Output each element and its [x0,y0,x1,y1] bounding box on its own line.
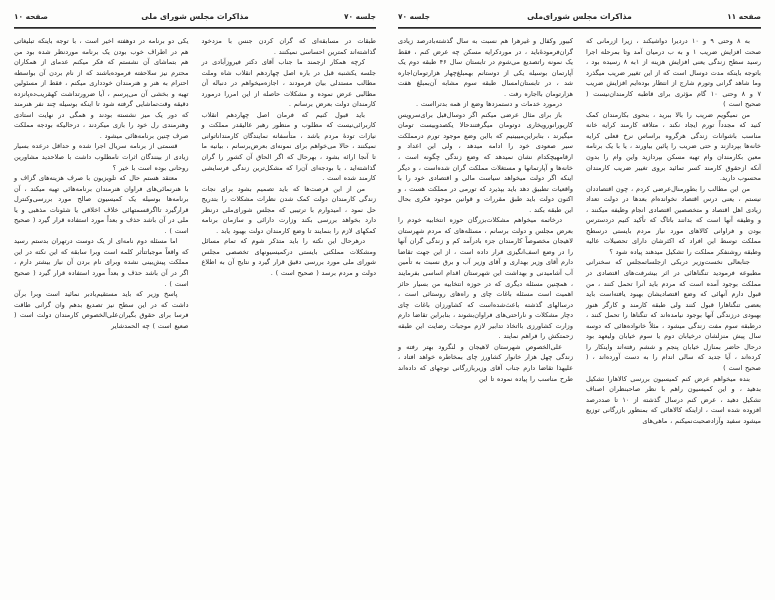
paragraph: یکی دو برنامه در دوهفته اخیر است ، با توجه باینکه تبلیغاتی هم در اطراف خوب بودن یک برنامه موردنظر شده بود من هم بتماشای آن نشستم که فکر میکنم عدمای از همکاران محترم نیز سلاحفته فرموده‌باشند که از نام بردن آن بواسطه احترام به هنر و هنرمندان خودداری میکنم ، فقط از مسئولین تهیه و بخشی آن می‌پرسم ، آیا ضرورتداشت کهقریب‌ده‌پانزده دقیقه وقت‌تماشایی گرفته شود تا اینکه بوسیله چند نفر هنرمند که دور یک میز نشسته بودند و همگی در نهایت استادی وهنرمندی رل خود را بازی میکردند ، درحالیکه بودجه مملکت صرف چنین برنامه‌هائی میشود . [14,37,189,140]
header-rule-right [14,27,376,29]
page-number-left: صفحه ۱۱ [727,12,761,21]
document-title-left: مذاکرات مجلس شورای‌ملی [527,12,632,21]
paragraph: اما مسئله دوم نامه‌ای از یک دوست درتهران بدستم رسید که واقعاً موجباتتأثر کلمه است وبرا سابقه که این نکته در این مملکت پیش‌بینی نشده وبرای نام بردن آن نیاز بیشتر دارم ، اگر در آن باشد حذف و بعداً مورد استفاده قرار گیرد ( صحیح است ) . [14,237,189,288]
document-title-right: مذاکرات مجلس شورای ملی [141,12,249,21]
paragraph: درهرحال این نکته را باید متذکر شوم که تمام مسائل ومشکلات مملکتی بایستی درکمیسیونهای تخصصی مجلس شورای ملی مورد بررسی دقیق قرار گیرد و نتایج آن به اطلاع دولت و مردم برسد ( صحیح است ) . [201,237,376,278]
paragraph: جنابعالی نخست‌وزیر دربکی ازجلساتمجلس که سخنرانی مطبوعه فرمودید تنگناهائی در اثر بیشرفت‌های اقتصادی در مملکت بوجود آمده است که مردم باید آنرا تحمل کنند ، من قبول دارم آنهائی که وضع اقتصادیشان بهبود یافته‌است باید بعضی تنگناهارا قبول کنند ولی طبقه کارمند و کارگر هنوز بهبودی درزندگی آنها بوجود نیامده‌اند که تنگناها را تحمل کنند ، درطبقه سوم مفت زندگی میشود ، مثلاً خانواده‌هائی که دوسه سال پیش منزلشان درخیابان دوم یا سوم خیابان ولیعهد بود درحال حاضر بمنازل خیابان پنجم و ششم رفته‌اند واینکار را کرده‌اند ، آیا جدید که سالی اندام را به دست آورده‌اند ، ( صحیح است ) [586,258,761,372]
paragraph: طبقات در مسابقه‌ای که گران کردن جنس با مزدخود گذاشته‌اند کمترین احساسی نمیکنند . [201,37,376,56]
paragraph: بنده میخواهم عرض کنم کمیسیون بررسی کالاهارا تشکیل بدهید ، و این کمیسیون راهم با نظر صاحبنظران اصناف تشکیل دهید ، عرض کنم درسال گذشته از ۱۰ تا صددرصد افزوده شده است ، ازاینکه کالاهائی که بمنظور بازرگانی توزیع میشود سفید وآزادصحبت‌نمیکنم ، ماهی‌های [586,374,761,425]
paragraph: معتقد هستم حال که تلویزیون با صرف هزینه‌های گزاف و با هنرنمائی‌های فراوان هنرمندان برنامه‌هائی تهیه میکند ، آن برنامه‌ها بوسیله یک کمیسیون صالح مورد بررسی‌وکنترل قرارگیرد تااگرقسمتهائی خلاف اخلاقی یا شئونات مذهبی و یا ملی در آن باشد حذف و بعداً مورد استفاده قرار گیرد ( صحیح است ) . [14,174,189,235]
paragraph: درخاتمه میخواهم مشکلات‌بزرگان حوزه انتخابیه خودم را بعرض مجلس و دولت برسانم ، مسئله‌های که مردم شهرستان لاهیجان مخصوصاً کارمندان جزء بادرآمد کم و زندگی گران آنها را در وضع اسف‌انگیزی قرار داده است ، از این جهت تقاضا دارم آقای وزیر بهداری و آقای وزیر آب و برق نسبت به تأمین آب آشامیدنی و بهداشت این شهرستان اقدام اساسی بفرمایند ، همچنین مسئله دیگری که در حوزه انتخابیه من بسیار حائز اهمیت است مسئله باغات چای و راه‌های روستائی است ، درسالهای گذشته باعث‌شده‌است که کشاورزان باغات چای دچار مشکلات و ناراحتی‌های فراوان‌بشوند ، بنابراین تقاضا دارم وزارت کشاورزی بااتخاذ تدابیر لازم موجبات رضایت این طبقه زحمتکش را فراهم نمایند . [398,216,573,341]
paragraph: من از این فرصت‌ها که باید تصمیم بشود برای نجات زندگی کارمندان دولت کمک شدن نظرات مشکلات را بتدریج حل نمود ، امیدوارم با ترتیبی که مجلس شورای‌ملی درنظر دارد بخواهد بررسی بکند وزارت دارائی و سازمان برنامه کمکهای لازم را بنمایند تا وضع کارمندان دولت بهبود یابد . [201,184,376,235]
column-left-inner [398,36,573,384]
column-left-outer [586,36,761,426]
column-right-outer [14,36,189,331]
paragraph: باید قبول کنیم که فرمان اصل چهاردهم انقلاب کاربرائی‌نیست که مطلوب و منظور رهبر عالیقدر مملکت و نیازات تودهٔ مردم باشد ، متأسفانه نمایندگان کارمنداناتوانی نمیکنند ، حالا می‌خواهم برای نمونه‌ای بعرض‌برسانم ، بیانیه ما تا آنجا ارائه بشود ، بهرحال که اگر الحاق آن کشور را گران گذاشته‌اید ، با بودجه‌ای آن‌را که مشکل‌ترین زندگی فرسایشی کارمند شده است . [201,110,376,183]
session-number-right: جلسه ۷۰ [344,12,376,21]
running-head-left [398,9,761,24]
page-number-right: صفحه ۱۰ [14,12,48,21]
header-rule-left [398,27,761,29]
paragraph: به ۸ وحتی ۹ و ۱۰ دردیرا دواشیکند ، زیرا ازرمانی که صحت افزایش ضریب ۱ و به ب درمیان آمد وتا بمرحله اجرا رسید سطح زندگی یعنی افزایش هزینه از ۱به ۸ رسیده بود ، باتوجه باینکه مدت دوسال است که از این تغییر ضریب میگذرد وما شاهد گرانی وتورم شارج از انتظار بوده‌ایم افزایش ضریب ۷ و ۸ وحتی ۱۰ گام مؤثری برای قاطبه کارمندان‌نیست ( صحیح است ) [586,37,761,109]
column-right-inner [202,36,377,279]
document-page-left [388,0,775,600]
text-columns-left [398,36,761,592]
paragraph: علی‌الخصوص شهرستان لاهیجان و لنگرود بهتر رفته و زندگی چهل هزار خانوار کشاورز چای بمخاطره خواهد افتاد ، علیهذا تقاضا دارم جناب آقای وزیربازرگانی توجهای که داده‌اند طرح مناسب را پیاده نموده تا این [398,342,573,383]
running-head-right [14,9,376,24]
paragraph: کبیور وکفال و غیرهرا هم نسبت به سال گذشته‌بادرصد زیادی گران‌فرمودهٔ‌باید ، در موردکرایه مسکن چه عرض کنم ، فقط یک نمونه راتصدیع می‌شوم در تابستان سال ۴۶ طبقه دوم یک آپارتمان بوسیله یکی از دوستانم بهمبلغ‌چهار هزارتومان‌اجاره شد ، در تابستان‌امسال طبقه سوم مشابه آن‌بمبلغ هفت هزارتومان بااجاره رفت . [398,37,573,98]
paragraph: باز برای مثال عرضی میکنم اگر دوسال‌قبل برای‌سرویس کاریورانورویخاری دوتومان میگرفتندحالا یکصدوبیست تومان میگیرند ، بنابراین‌میبینیم که بااین وضع موجود تورم درمملکت سیر صعودی خود را ادامه میدهد ، ولی این اعداد و ارقامهیچکدام نشان نمیدهد که وضع زندگی چگونه است ، خانه‌ها و آپارتمانها و مستغلات مملکت گران شده‌است ، و دیگر اینکه اگر دولت میخواهد سیاست مالی و اقتصادی خود را با واقعیات تطبیق دهد باید بپذیرد که تورمی در مملکت هست ، و اکنون دولت باید طبق مقررات و قوانین موجود فکری بحال این طبقه بکند . [398,110,573,214]
paragraph: کرچه همکار ارجمند ما جناب آقای دکتر فیروزآبادی در جلسه یکشنبه قبل در باره اصل چهاردهم انقلاب شاه وملت مطالب مستدلی بیان فرمودند ، اجازه‌میخواهم در دنباله آن مطالبی عرض نموده و مشکلات حاصله از این امررا درمورد کارمندان دولت بعرض برسانم . [201,58,376,109]
paragraph: من نمیگویم ضریب را بالا ببرید ، بنحوی بکارمندان کمک کنید که مجدداً تورم ایجاد نکند ، متلاقه کارمند کرایه خانه مناسب باشوانات زندگی هرگروه براساس نرخ فعلی کرایه خانه‌ها بپردازند و حتی ضریب را پائین بیاورند ، یا با یک برنامه معین بکارمندان وام تهیه مسکن بپردازید واین وام را بدون آنکه ازحقوق کارمند کسر تمائید بروی تغییر ضریب کارمندان محسوب دارید. [586,110,761,183]
session-number-left: جلسه ۷۰ [398,12,430,21]
paragraph: درمورد خدمات و دستمزدها وضع از همه بدترااست . [416,100,562,109]
paragraph: من این مطالب را بطورمنال‌عرضی کردم ، چون اقتصاددان نیستم ، یعنی درس اقتصاد نخوانده‌ام بعدها در دولت تعداد زیادی اهل اقتصاد و متخصصین اقتصادی انجام وظیفه میکنند ، و وظیفه آنها است که بدانند باتاگ که تأکید کنیم دردسترس بودن و فراوانی کالاهای مورد نیاز مردم بایستی درسطح مملکت توسط این افراد که اکثرشان دارای تحصیلات عالیه وطبقه روشنفکر مملکت را تشکیل میدهند پیاده شود ؟ [586,184,761,256]
text-columns-right [14,36,376,592]
paragraph: پاسخ وزیر که باید مستقیم‌بادبر نمائید است وبرا برآن داشت که در این سطح نیز تصدیع بدهم وان گرانی طاقت فرسا برای حقوق بگیران‌علی‌الخصوص کارمندان دولت است ( صعیع است ) چه الحمدشایر [14,290,189,330]
paragraph: قسمتی از برنامه سریال اجرا شده و حداقل درعده بسیار زیادی از بینندگان اثرات نامطلوب داشت با صلاحدید مشاورین روحانی بوده است با خیر ؟ [14,142,189,172]
